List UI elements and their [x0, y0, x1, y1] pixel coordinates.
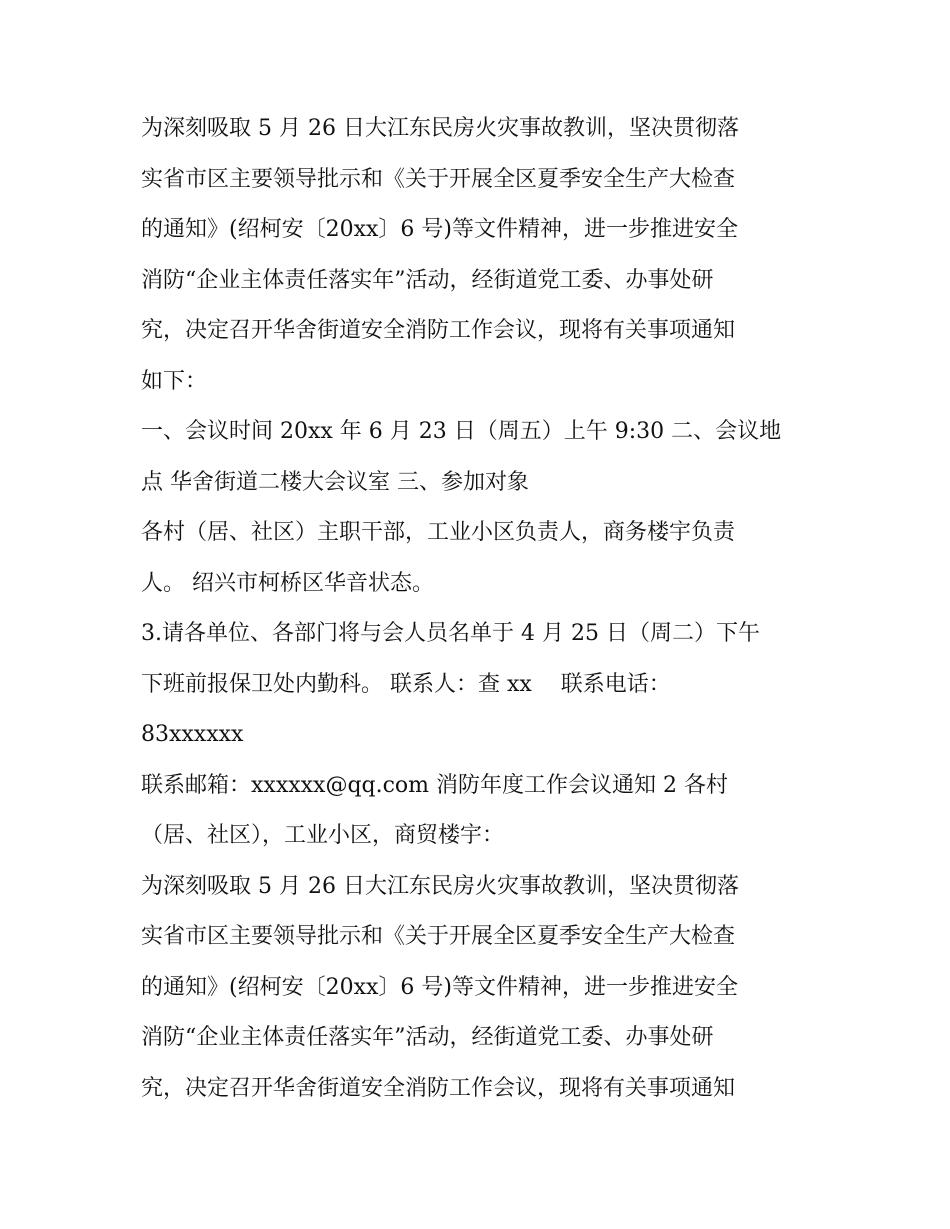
text-line: 实省市区主要领导批示和《关于开展全区夏季安全生产大检查 — [141, 166, 736, 192]
text-line: 消防“企业主体责任落实年”活动，经街道党工委、办事处研 — [141, 267, 714, 293]
text-line: 的通知》(绍柯安〔20xx〕6 号)等文件精神，进一步推进安全 — [141, 217, 738, 242]
text-line: 联系邮箱：xxxxxx@qq.com 消防年度工作会议通知 2 各村 — [141, 772, 729, 798]
document-body — [141, 104, 816, 1114]
text-line: 为深刻吸取 5 月 26 日大江东民房火灾事故教训，坚决贯彻落 — [141, 116, 739, 141]
text-line: 3.请各单位、各部门将与会人员名单于 4 月 25 日（周二）下午 — [141, 621, 760, 646]
text-line: 的通知》(绍柯安〔20xx〕6 号)等文件精神，进一步推进安全 — [141, 974, 738, 1000]
text-line: 实省市区主要领导批示和《关于开展全区夏季安全生产大检查 — [141, 924, 736, 949]
text-line: 83xxxxxx — [141, 722, 244, 747]
text-line: 点 华舍街道二楼大会议室 三、参加对象 — [141, 469, 529, 495]
text-line: 为深刻吸取 5 月 26 日大江东民房火灾事故教训，坚决贯彻落 — [141, 873, 739, 899]
text-line: 下班前报保卫处内勤科。 联系人：查 xx 联系电话： — [141, 671, 671, 697]
text-line: 究，决定召开华舍街道安全消防工作会议，现将有关事项通知 — [141, 1075, 736, 1101]
text-line: 如下： — [141, 368, 208, 394]
text-line: 一、会议时间 20xx 年 6 月 23 日（周五）上午 9:30 二、会议地 — [141, 419, 782, 444]
text-line: 人。 绍兴市柯桥区华音状态。 — [141, 570, 434, 596]
text-line: （居、社区），工业小区，商贸楼宇： — [141, 823, 505, 848]
text-line: 各村（居、社区）主职干部，工业小区负责人，商务楼宇负责 — [141, 520, 736, 545]
text-line: 消防“企业主体责任落实年”活动，经街道党工委、办事处研 — [141, 1025, 714, 1050]
text-line: 究，决定召开华舍街道安全消防工作会议，现将有关事项通知 — [141, 318, 736, 343]
